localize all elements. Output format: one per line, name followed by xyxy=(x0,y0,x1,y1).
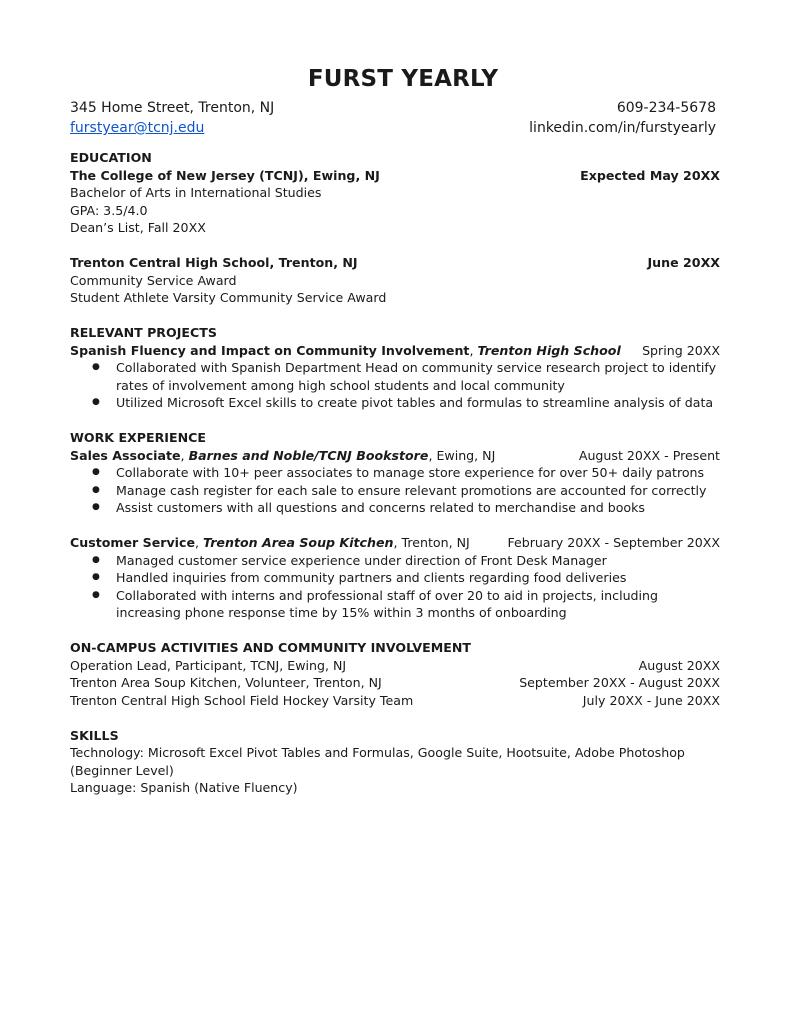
skills-technology: Technology: Microsoft Excel Pivot Tables and Formulas, Google Suite, Hootsuite, Adobe Photoshop (Beginner Level) xyxy=(70,745,685,778)
project-entry-header xyxy=(70,342,720,360)
skills-language: Language: Spanish (Native Fluency) xyxy=(70,780,298,795)
job-location: , Trenton, NJ xyxy=(393,535,470,550)
email-link[interactable]: furstyear@tcnj.edu xyxy=(70,120,205,136)
project-bullets xyxy=(70,359,720,412)
separator: , xyxy=(469,342,478,358)
education-entry-header xyxy=(70,254,720,272)
job-role: Customer Service xyxy=(70,535,195,550)
job-bullets xyxy=(70,464,720,517)
list-item: ● Collaborated with Spanish Department Head on community service research project to identify rates of involvement among high school students and local community xyxy=(70,359,720,394)
school-name: Trenton Central High School, Trenton, NJ xyxy=(70,255,358,270)
job-entry-header xyxy=(70,447,720,465)
separator: , xyxy=(195,535,204,550)
education-detail: GPA: 3.5/4.0 xyxy=(70,202,148,218)
candidate-name: FURST YEARLY xyxy=(307,66,499,92)
job-org: Trenton Area Soup Kitchen xyxy=(203,535,394,550)
activity-date: August 20XX xyxy=(638,657,720,673)
activities-heading: ON-CAMPUS ACTIVITIES AND COMMUNITY INVOLVEMENT xyxy=(70,640,471,655)
job-role: Sales Associate xyxy=(70,447,181,463)
phone: 609-234-5678 xyxy=(616,100,716,116)
job-date: August 20XX - Present xyxy=(578,447,720,463)
activity-text: Operation Lead, Participant, TCNJ, Ewing, NJ xyxy=(70,657,347,673)
linkedin: linkedin.com/in/furstyearly xyxy=(529,120,716,136)
school-date: June 20XX xyxy=(647,255,720,270)
activity-text: Trenton Central High School Field Hockey Varsity Team xyxy=(70,692,414,708)
project-title-line xyxy=(70,342,621,360)
activity-date: September 20XX - August 20XX xyxy=(519,675,720,690)
project-org: Trenton High School xyxy=(477,342,621,358)
separator: , xyxy=(180,447,189,463)
projects-heading: RELEVANT PROJECTS xyxy=(70,325,217,340)
list-item: ● Collaborate with 10+ peer associates to manage store experience for over 50+ daily patrons xyxy=(70,464,720,482)
job-title-line xyxy=(70,534,470,552)
work-heading: WORK EXPERIENCE xyxy=(70,430,206,445)
activity-text: Trenton Area Soup Kitchen, Volunteer, Trenton, NJ xyxy=(70,675,382,690)
project-date: Spring 20XX xyxy=(642,342,720,358)
activity-row xyxy=(70,674,720,692)
job-entry-header xyxy=(70,534,720,552)
job-location: , Ewing, NJ xyxy=(428,447,496,463)
list-item: ● Managed customer service experience under direction of Front Desk Manager xyxy=(70,552,720,570)
list-item: ● Handled inquiries from community partners and clients regarding food deliveries xyxy=(70,569,720,587)
activity-row xyxy=(70,657,720,675)
job-title-line xyxy=(70,447,495,465)
activity-date: July 20XX - June 20XX xyxy=(582,692,720,708)
school-name: The College of New Jersey (TCNJ), Ewing, NJ xyxy=(70,167,380,183)
list-item: ● Manage cash register for each sale to ensure relevant promotions are accounted for correctly xyxy=(70,482,720,500)
education-detail: Student Athlete Varsity Community Service Award xyxy=(70,290,387,305)
job-bullets xyxy=(70,552,720,622)
education-heading: EDUCATION xyxy=(70,150,152,165)
activity-row xyxy=(70,692,720,710)
school-date: Expected May 20XX xyxy=(580,167,720,183)
resume-body xyxy=(70,149,720,797)
contact-line-1 xyxy=(70,100,716,116)
education-entry-header xyxy=(70,167,720,185)
job-date: February 20XX - September 20XX xyxy=(507,535,720,550)
contact-line-2 xyxy=(70,120,716,136)
project-title: Spanish Fluency and Impact on Community Involvement xyxy=(70,342,470,358)
address: 345 Home Street, Trenton, NJ xyxy=(70,100,275,116)
education-detail: Community Service Award xyxy=(70,272,237,288)
list-item: ● Utilized Microsoft Excel skills to create pivot tables and formulas to streamline analysis of data xyxy=(70,394,720,412)
education-detail: Dean’s List, Fall 20XX xyxy=(70,220,206,235)
list-item: ● Assist customers with all questions and concerns related to merchandise and books xyxy=(70,499,720,517)
job-org: Barnes and Noble/TCNJ Bookstore xyxy=(188,447,429,463)
education-detail: Bachelor of Arts in International Studies xyxy=(70,185,322,200)
list-item: ● Collaborated with interns and professional staff of over 20 to aid in projects, including increasing phone response time by 15% within 3 months of onboarding xyxy=(70,587,720,622)
skills-heading: SKILLS xyxy=(70,727,119,743)
